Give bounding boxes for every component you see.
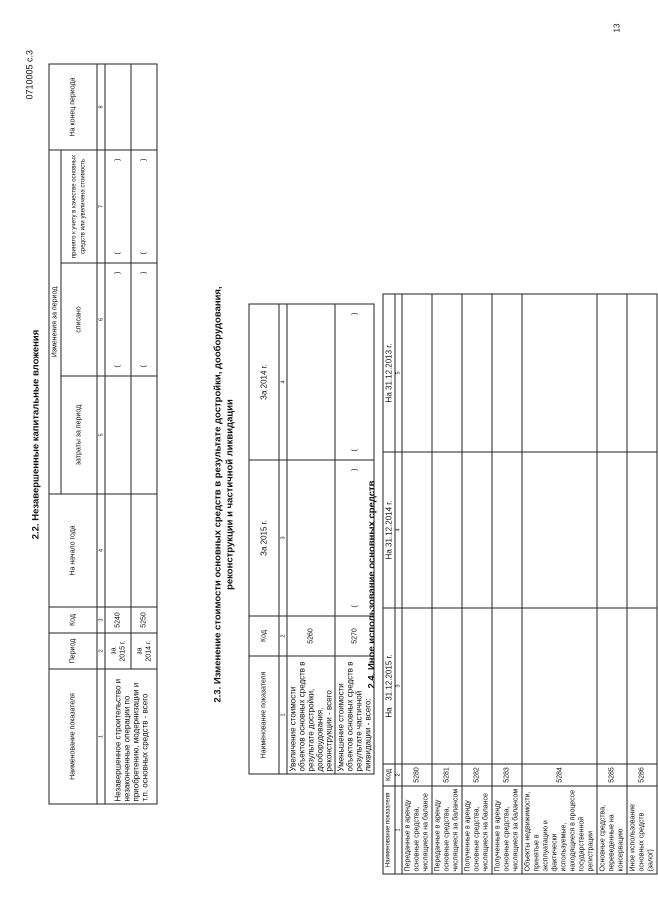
value-cell (287, 460, 335, 616)
value-cell (131, 494, 157, 607)
value-cell (627, 608, 657, 764)
header-written-off: списано (61, 263, 97, 376)
row-label: Увеличение стоимости объектов основных средств в результате достройки, дооборудования, реконструкции - всего (287, 656, 335, 774)
table-row (287, 304, 335, 774)
header-2014: За 2014 г. (249, 304, 279, 460)
value-cell (131, 376, 157, 494)
period-cell: за 2015 г. (105, 633, 131, 669)
row-label: Переданные в аренду основные средства, числящиеся за балансом (432, 786, 462, 874)
capital-investments-table (49, 63, 158, 804)
header-2015: За 2015 г. (249, 460, 279, 616)
value-cell (597, 294, 627, 452)
row-label: Полученные в аренду основные средства, числящиеся за балансом (492, 786, 522, 874)
code-cell: 5270 (335, 616, 374, 656)
header-2013: На 31.12.2013 г. (383, 294, 395, 452)
col-number: 8 (97, 64, 105, 150)
header-accepted: принято к учету в качестве основных средств или увеличена стоимость (61, 150, 97, 263)
code-cell: 5285 (597, 764, 627, 786)
col-number: 2 (395, 764, 402, 786)
value-cell (131, 64, 157, 150)
value-cell (627, 294, 657, 452)
col-number: 2 (97, 633, 105, 669)
value-cell (105, 64, 131, 150)
value-cell (402, 294, 432, 452)
col-number: 1 (97, 669, 105, 804)
fixed-assets-change-table (249, 304, 375, 775)
header-code: Код (383, 764, 395, 786)
value-cell (492, 294, 522, 452)
header-start: На начало года (49, 494, 97, 607)
table-row (105, 64, 131, 804)
value-cell (287, 304, 335, 460)
value-cell (597, 452, 627, 608)
col-number: 2 (279, 616, 287, 656)
header-name: Наименование показателя (383, 786, 395, 874)
header-name: Наименование показателя (49, 669, 97, 804)
other-use-table (383, 294, 658, 875)
row-label: Иное использование основных средств (залог) (627, 786, 657, 874)
row-label: Переданные в аренду основные средства, числящиеся на балансе (402, 786, 432, 874)
col-number: 7 (97, 150, 105, 263)
row-label: Основные средства, переведенные на консервацию (597, 786, 627, 874)
rotated-form-sheet (1, 0, 655, 905)
code-cell: 5250 (131, 607, 157, 633)
code-cell: 5282 (462, 764, 492, 786)
page-number: 13 (612, 23, 622, 33)
value-cell (432, 452, 462, 608)
col-number: 5 (395, 294, 402, 452)
row-label: Уменьшение стоимости объектов основных средств в результате частичной ликвидации - всего: (335, 656, 374, 774)
header-2015: На 31.12.2015 г. (383, 608, 395, 764)
value-cell (432, 608, 462, 764)
header-changes: Изменения за период (49, 150, 61, 494)
value-cell (522, 452, 597, 608)
code-cell: 5260 (287, 616, 335, 656)
code-cell: 5284 (522, 764, 597, 786)
header-name: Наименование показателя (249, 656, 279, 774)
header-2014: На 31.12.2014 г. (383, 452, 395, 608)
value-cell (492, 608, 522, 764)
value-cell (402, 452, 432, 608)
col-number: 4 (97, 494, 105, 607)
table-row (522, 294, 597, 874)
code-cell: 5281 (432, 764, 462, 786)
col-number: 3 (395, 608, 402, 764)
code-cell: 5280 (402, 764, 432, 786)
table-row (627, 294, 657, 874)
value-cell (462, 608, 492, 764)
row-label: Полученные в аренду основные средства, числящиеся на балансе (462, 786, 492, 874)
value-cell: ( ) (105, 150, 131, 263)
value-cell: ( ) (131, 263, 157, 376)
table-row (597, 294, 627, 874)
value-cell: ( ) (335, 460, 374, 616)
value-cell (402, 608, 432, 764)
code-cell: 5286 (627, 764, 657, 786)
section-2-3-title: 2.3. Изменение стоимости основных средств в результате достройки, дооборудования, реконструкции и частичной ликвидации (212, 286, 236, 703)
col-number: 1 (395, 786, 402, 874)
code-cell: 5240 (105, 607, 131, 633)
code-cell: 5283 (492, 764, 522, 786)
value-cell (522, 294, 597, 452)
table-row (432, 294, 462, 874)
header-period: Период (49, 633, 97, 669)
row-label: Незавершенное строительство и незаконченные операции по приобретению, модернизации и т.п. основных средств - всего (105, 669, 157, 804)
value-cell (492, 452, 522, 608)
col-number: 6 (97, 263, 105, 376)
section-2-2-title: 2.2. Незавершенные капитальные вложения (30, 329, 42, 540)
value-cell: ( ) (105, 263, 131, 376)
header-end: На конец периода (49, 64, 97, 150)
row-label: Объекты недвижимости, принятые в эксплуатацию и фактически используемые, находящиеся в процессе государственной регистрации (522, 786, 597, 874)
header-code: Код (249, 616, 279, 656)
header-costs: затраты за период (61, 376, 97, 494)
col-number: 4 (395, 452, 402, 608)
value-cell (432, 294, 462, 452)
value-cell: ( ) (131, 150, 157, 263)
col-number: 3 (279, 460, 287, 616)
value-cell (462, 452, 492, 608)
value-cell (597, 608, 627, 764)
value-cell (627, 452, 657, 608)
col-number: 5 (97, 376, 105, 494)
header-code: Код (49, 607, 97, 633)
value-cell (522, 608, 597, 764)
value-cell (462, 294, 492, 452)
form-code: 0710005 с.3 (24, 49, 35, 100)
value-cell (105, 494, 131, 607)
col-number: 1 (279, 656, 287, 774)
section-2-4-title: 2.4. Иное использование основных средств (366, 480, 378, 689)
table-row (402, 294, 432, 874)
table-row (462, 294, 492, 874)
table-row (492, 294, 522, 874)
col-number: 3 (97, 607, 105, 633)
value-cell: ( ) (335, 304, 374, 460)
period-cell: за 2014 г. (131, 633, 157, 669)
col-number: 4 (279, 304, 287, 460)
value-cell (105, 376, 131, 494)
